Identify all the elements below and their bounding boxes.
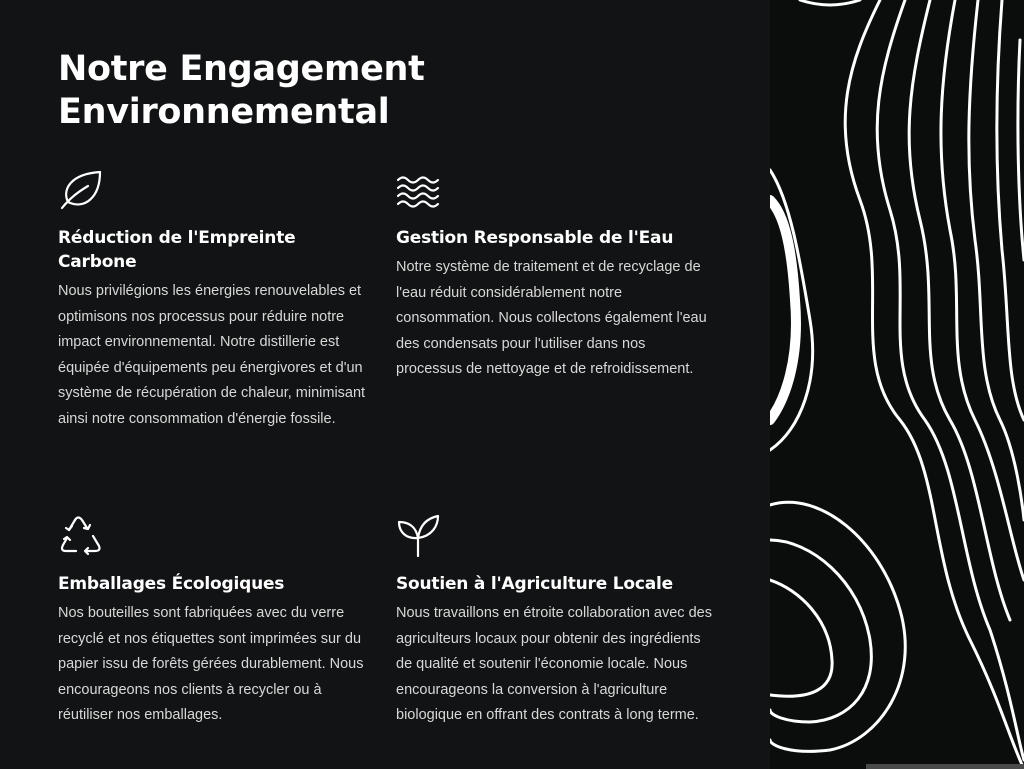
- card-title: Réduction de l'Empreinte Carbone: [58, 228, 296, 272]
- section-title-line1: Notre Engagement: [58, 49, 425, 89]
- card-title: Gestion Responsable de l'Eau: [396, 228, 674, 248]
- section-title-line2: Environnemental: [58, 92, 390, 132]
- card-description: Nos bouteilles sont fabriquées avec du verre recyclé et nos étiquettes sont imprimées sur du papier issu de forêts gérées durablement. Nous encourageons nos clients à recycler ou à réutiliser nos emballages.: [58, 605, 364, 723]
- card-local-agriculture: [396, 512, 714, 729]
- card-title: Soutien à l'Agriculture Locale: [396, 574, 673, 594]
- card-carbon-footprint: [58, 168, 376, 432]
- scroll-indicator: [866, 764, 1024, 769]
- section-title: [58, 48, 518, 134]
- recycle-icon: [58, 512, 104, 558]
- card-description: Nous travaillons en étroite collaboration avec des agriculteurs locaux pour obtenir des ingrédients de qualité et soutenir l'économie locale. Nous encourageons la conversion à l'agriculture biologique en offrant des contrats à long terme.: [396, 605, 712, 723]
- topographic-art-image: [770, 0, 1024, 769]
- leaf-icon: [58, 168, 104, 214]
- sprout-icon: [396, 512, 442, 558]
- card-description: Notre système de traitement et de recyclage de l'eau réduit considérablement notre consommation. Nous collectons également l'eau des condensats pour l'utiliser dans nos processus de nettoyage et de refroidissement.: [396, 259, 707, 377]
- card-water-management: [396, 168, 714, 383]
- card-description: Nous privilégions les énergies renouvelables et optimisons nos processus pour réduire notre impact environnemental. Notre distillerie est équipée d'équipements peu énergivores et d'un système de récupération de chaleur, minimisant ainsi notre consommation d'énergie fossile.: [58, 283, 366, 427]
- card-eco-packaging: [58, 512, 376, 729]
- card-title: Emballages Écologiques: [58, 574, 285, 594]
- water-waves-icon: [396, 168, 442, 214]
